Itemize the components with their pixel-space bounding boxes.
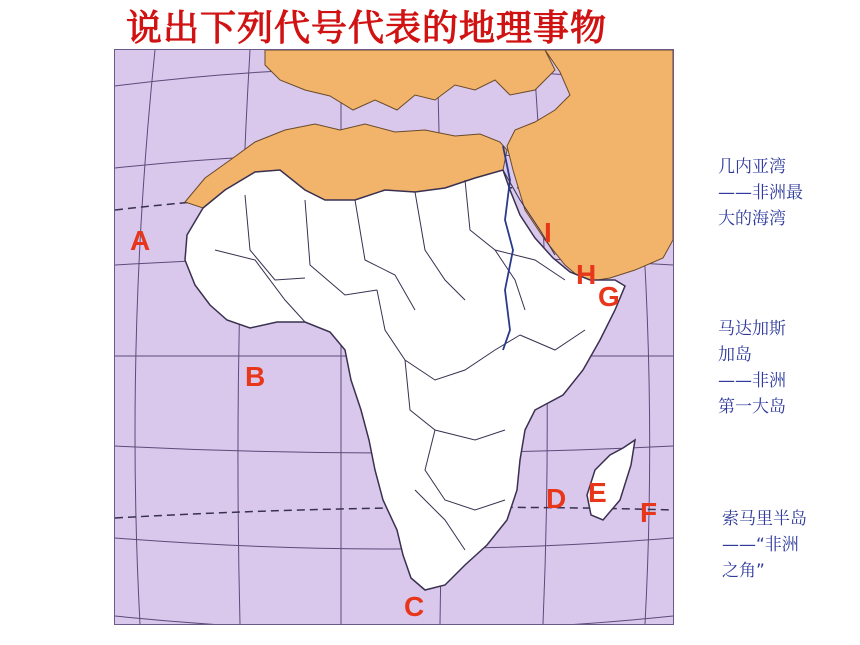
label-D: D [546, 483, 567, 514]
note-guinea-gulf: 几内亚湾 ——非洲最 大的海湾 [718, 157, 803, 229]
map-svg [115, 50, 673, 624]
label-E: E [588, 477, 607, 508]
label-G: G [598, 281, 620, 312]
label-H: H [576, 259, 597, 290]
label-I: I [544, 217, 552, 248]
label-F: F [640, 497, 658, 528]
page-title: 说出下列代号代表的地理事物 [126, 8, 608, 49]
label-C: C [404, 591, 425, 622]
label-A: A [130, 225, 151, 256]
note-madagascar: 马达加斯 加岛 ——非洲 第一大岛 [718, 319, 786, 417]
africa-map [114, 49, 674, 625]
note-somali-peninsula: 索马里半岛 ——“非洲 之角” [722, 509, 807, 581]
label-B: B [245, 361, 266, 392]
